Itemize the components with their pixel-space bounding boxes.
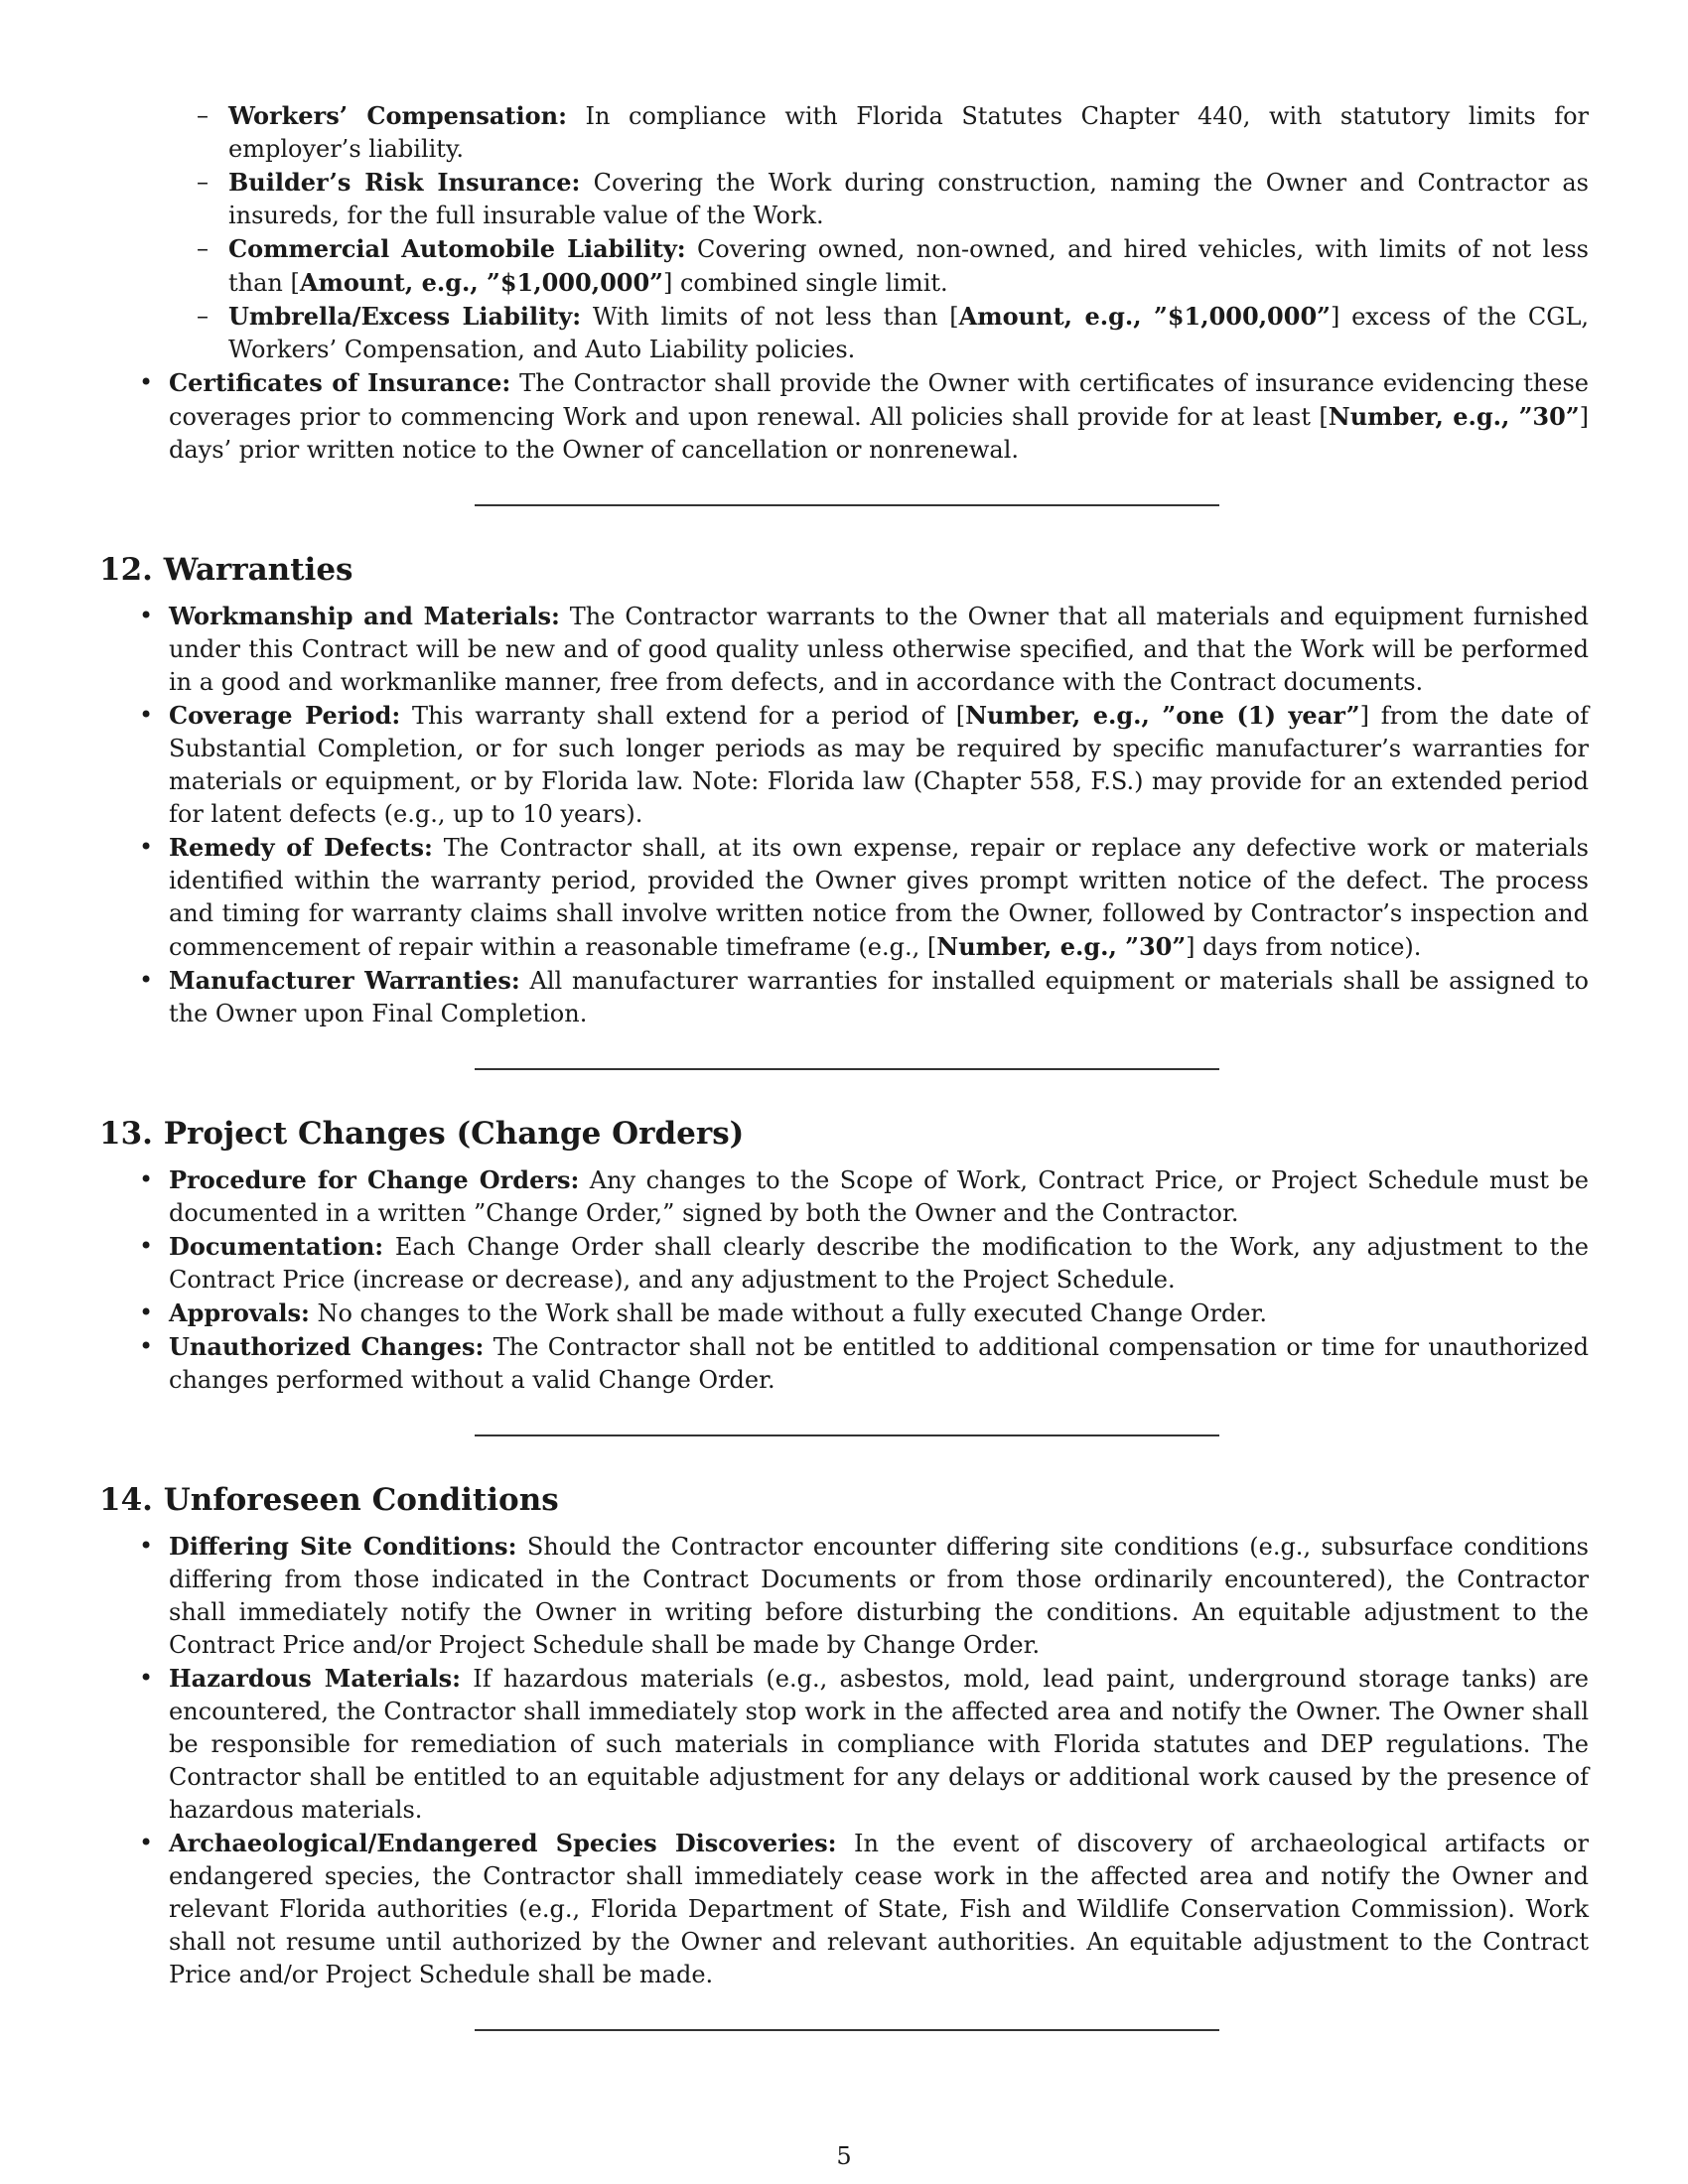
bullet-marker: • <box>139 966 154 994</box>
item-text: The Contractor warrants to the Owner that all materials and equipment furnished under this Contract will be new and of good quality unless otherwise specified, and that the Work will be performed in a good and workmanlike manner, free from defects, and in accordance with the Contract documents. <box>169 603 1590 696</box>
item-text: Should the Contractor encounter differing site conditions (e.g., subsurface conditions differing from those indicated in the Contract Documents or from those ordinarily encountered), the Contractor shall immediately notify the Owner in writing before disturbing the conditions. An equitable adjustment to the Contract Price and/or Project Schedule shall be made by Change Order. <box>169 1533 1590 1659</box>
insurance-sublist <box>99 99 1589 467</box>
bullet-marker: • <box>139 1332 154 1360</box>
item-lead: Workmanship and Materials: <box>169 602 560 630</box>
section-divider <box>475 2029 1219 2031</box>
section-divider <box>475 1434 1219 1436</box>
list-item <box>99 1230 1589 1297</box>
item-lead: Approvals: <box>169 1298 310 1327</box>
list-item <box>99 1163 1589 1230</box>
list-item <box>99 1662 1589 1827</box>
section-list <box>99 600 1589 1030</box>
bullet-marker: • <box>139 602 154 629</box>
item-lead: Builder’s Risk Insurance: <box>228 168 581 197</box>
item-text-tail: ] from the date of Substantial Completion, or for such longer periods as may be required by specific manufacturer’s warranties for materials or equipment, or by Florida law. Note: Florida law (Chapter 558, F.S.) may provide for an extended period for latent defects (e.g., up to 10 years). <box>169 702 1590 828</box>
list-item <box>99 1530 1589 1662</box>
item-lead: Archaeological/Endangered Species Discoveries: <box>169 1829 837 1857</box>
item-text-tail: ] days from notice). <box>1186 933 1422 961</box>
dash-marker: – <box>197 234 209 262</box>
item-lead: Remedy of Defects: <box>169 833 433 862</box>
item-lead: Certificates of Insurance: <box>169 368 511 397</box>
item-text-tail: ] excess of the CGL, Workers’ Compensation, and Auto Liability policies. <box>228 303 1590 363</box>
item-text: This warranty shall extend for a period of [ <box>400 702 966 730</box>
item-lead: Documentation: <box>169 1232 384 1261</box>
bullet-marker: • <box>139 1664 154 1692</box>
item-lead: Unauthorized Changes: <box>169 1332 485 1361</box>
item-text: Any changes to the Scope of Work, Contract Price, or Project Schedule must be documented in a written ”Change Order,” signed by both the Owner and the Contractor. <box>169 1166 1589 1227</box>
item-text: The Contractor shall, at its own expense, repair or replace any defective work or materials identified within the warranty period, provided the Owner gives prompt written notice of the defect. The process and timing for warranty claims shall involve written notice from the Owner, followed by Contractor’s inspection and commencement of repair within a reasonable timeframe (e.g., [ <box>169 834 1589 961</box>
dash-marker: – <box>197 168 209 196</box>
item-placeholder: Amount, e.g., ”$1,000,000” <box>958 302 1331 331</box>
item-text: Each Change Order shall clearly describe the modification to the Work, any adjustment to the Contract Price (increase or decrease), and any adjustment to the Project Schedule. <box>169 1233 1589 1294</box>
item-text-tail: ] combined single limit. <box>662 269 948 297</box>
item-placeholder: Number, e.g., ”30” <box>1328 402 1580 431</box>
page-content <box>99 99 1589 2031</box>
list-item <box>99 1297 1589 1330</box>
item-text: Covering owned, non-owned, and hired vehicles, with limits of not less than [ <box>228 235 1589 297</box>
list-item <box>99 300 1589 366</box>
bullet-marker: • <box>139 833 154 861</box>
item-text: In the event of discovery of archaeological artifacts or endangered species, the Contractor shall immediately cease work in the affected area and notify the Owner and relevant Florida authorities (e.g., Florida Department of State, Fish and Wildlife Conservation Commission). Work shall not resume until authorized by the Owner and relevant authorities. An equitable adjustment to the Contract Price and/or Project Schedule shall be made. <box>169 1830 1589 1988</box>
list-item <box>99 166 1589 232</box>
item-lead: Hazardous Materials: <box>169 1664 462 1693</box>
bullet-marker: • <box>139 1165 154 1193</box>
section-list <box>99 1163 1589 1397</box>
section-divider <box>475 504 1219 506</box>
item-lead: Differing Site Conditions: <box>169 1532 517 1561</box>
item-placeholder: Number, e.g., ”one (1) year” <box>965 701 1360 730</box>
list-item <box>99 1827 1589 1991</box>
list-item <box>99 366 1589 467</box>
section-heading: 12. Warranties <box>99 552 353 588</box>
item-text: No changes to the Work shall be made without a fully executed Change Order. <box>309 1299 1267 1327</box>
section-heading: 13. Project Changes (Change Orders) <box>99 1116 745 1152</box>
section-divider <box>475 1068 1219 1070</box>
section-list <box>99 1530 1589 1991</box>
item-lead: Coverage Period: <box>169 701 401 730</box>
item-text: Covering the Work during construction, naming the Owner and Contractor as insureds, for the full insurable value of the Work. <box>228 169 1589 229</box>
item-text: In compliance with Florida Statutes Chapter 440, with statutory limits for employer’s liability. <box>228 102 1590 163</box>
bullet-marker: • <box>139 1532 154 1560</box>
list-item <box>99 232 1589 300</box>
item-lead: Manufacturer Warranties: <box>169 966 520 995</box>
item-placeholder: Amount, e.g., ”$1,000,000” <box>299 268 663 297</box>
section-heading: 14. Unforeseen Conditions <box>99 1482 559 1518</box>
dash-marker: – <box>197 302 209 330</box>
item-lead: Umbrella/Excess Liability: <box>228 302 582 331</box>
list-item <box>99 699 1589 831</box>
list-item <box>99 99 1589 166</box>
item-text-tail: ] days’ prior written notice to the Owner of cancellation or nonrenewal. <box>169 403 1590 464</box>
dash-marker: – <box>197 101 209 129</box>
item-text: The Contractor shall provide the Owner with certificates of insurance evidencing these coverages prior to commencing Work and upon renewal. All policies shall provide for at least [ <box>169 369 1590 431</box>
item-lead: Workers’ Compensation: <box>228 101 567 130</box>
bullet-marker: • <box>139 368 154 396</box>
list-item <box>99 964 1589 1030</box>
bullet-marker: • <box>139 1232 154 1260</box>
item-text: With limits of not less than [ <box>581 303 959 331</box>
bullet-marker: • <box>139 701 154 729</box>
bullet-marker: • <box>139 1298 154 1326</box>
item-text: All manufacturer warranties for installed equipment or materials shall be assigned to the Owner upon Final Completion. <box>169 967 1589 1027</box>
list-item <box>99 1330 1589 1397</box>
item-text: The Contractor shall not be entitled to additional compensation or time for unauthorized changes performed without a valid Change Order. <box>169 1333 1589 1394</box>
item-text: If hazardous materials (e.g., asbestos, mold, lead paint, underground storage tanks) are encountered, the Contractor shall immediately stop work in the affected area and notify the Owner. The Owner shall be responsible for remediation of such materials in compliance with Florida statutes and DEP regulations. The Contractor shall be entitled to an equitable adjustment for any delays or additional work caused by the presence of hazardous materials. <box>169 1665 1589 1824</box>
list-item <box>99 831 1589 964</box>
item-lead: Commercial Automobile Liability: <box>228 234 686 263</box>
item-lead: Procedure for Change Orders: <box>169 1165 580 1194</box>
item-placeholder: Number, e.g., ”30” <box>936 932 1187 961</box>
bullet-marker: • <box>139 1829 154 1856</box>
list-item <box>99 600 1589 699</box>
page-number: 5 <box>836 2142 852 2170</box>
